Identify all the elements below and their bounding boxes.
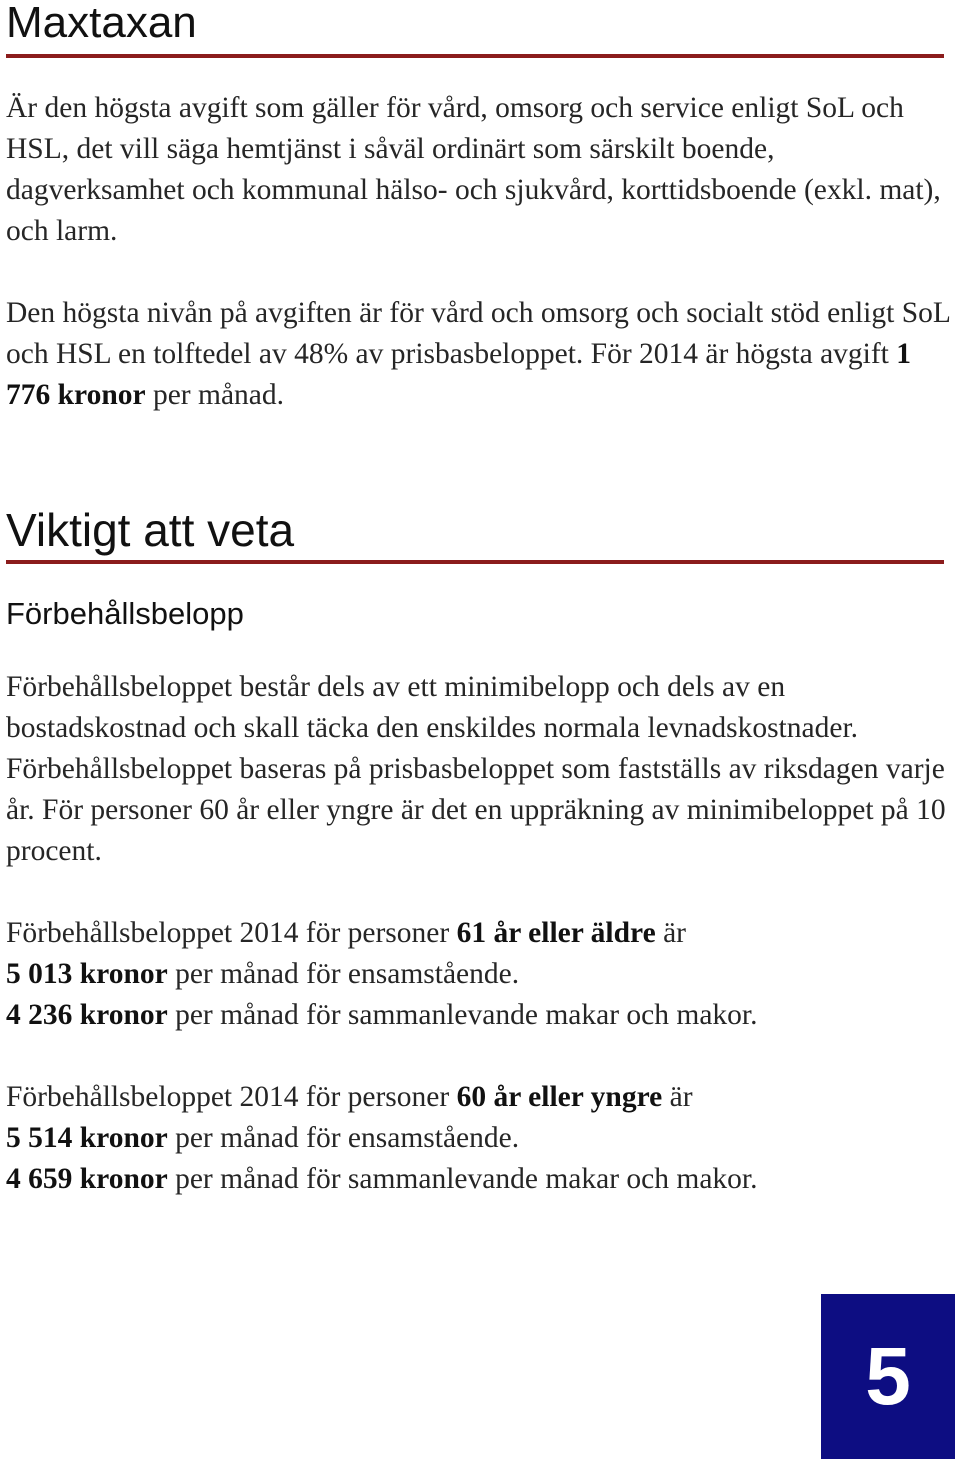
forbehallsbelopp-younger-paragraph: [6, 1077, 951, 1200]
older-single-text: per månad för ensamstående.: [167, 958, 520, 990]
older-couple-text: per månad för sammanlevande makar och makor.: [167, 999, 758, 1031]
younger-verb: är: [662, 1081, 693, 1113]
younger-single-text: per månad för ensamstående.: [167, 1122, 520, 1154]
forbehallsbelopp-explanation-paragraph: Förbehållsbeloppet består dels av ett minimibelopp och dels av en bostadskostnad och skall täcka den enskildes normala levnadskostnader. Förbehållsbeloppet baseras på prisbasbeloppet som fastställs av riksdagen varje år. För personer 60 år eller yngre är det en uppräkning av minimibeloppet på 10 procent.: [6, 671, 946, 867]
older-lead-text: Förbehållsbeloppet 2014 för personer: [6, 917, 457, 949]
younger-age-group: 60 år eller yngre: [456, 1081, 663, 1113]
maxtaxan-level-paragraph: [6, 293, 951, 416]
older-couple-amount: 4 236 kronor: [6, 999, 168, 1031]
older-age-group: 61 år eller äldre: [456, 917, 656, 949]
forbehallsbelopp-older-paragraph: [6, 913, 951, 1036]
section-title-viktigt: Viktigt att veta: [6, 504, 295, 556]
section-divider: [6, 560, 944, 564]
maxtaxan-definition-paragraph: Är den högsta avgift som gäller för vård, omsorg och service enligt SoL och HSL, det vill säga hemtjänst i såväl ordinärt som särskilt boende, dagverksamhet och kommunal hälso- och sjukvård, korttidsboende (exkl. mat), och larm.: [6, 92, 941, 247]
page-number-box: [821, 1294, 955, 1459]
page-number: 5: [865, 1330, 911, 1422]
section-title-maxtaxan: Maxtaxan: [6, 0, 197, 47]
younger-couple-text: per månad för sammanlevande makar och makor.: [167, 1163, 758, 1195]
younger-lead-text: Förbehållsbeloppet 2014 för personer: [6, 1081, 457, 1113]
older-single-amount: 5 013 kronor: [6, 958, 168, 990]
younger-couple-amount: 4 659 kronor: [6, 1163, 168, 1195]
max-fee-amount: 1 776 kronor: [6, 338, 912, 411]
maxtaxan-level-suffix: per månad.: [145, 379, 285, 411]
maxtaxan-level-text: Den högsta nivån på avgiften är för vård och omsorg och socialt stöd enligt SoL och HSL en tolftedel av 48% av prisbasbeloppet. För 2014 är högsta avgift: [6, 297, 950, 370]
section-divider: [6, 54, 944, 58]
subsection-title-forbehallsbelopp: Förbehållsbelopp: [6, 596, 244, 631]
older-verb: är: [655, 917, 686, 949]
younger-single-amount: 5 514 kronor: [6, 1122, 168, 1154]
